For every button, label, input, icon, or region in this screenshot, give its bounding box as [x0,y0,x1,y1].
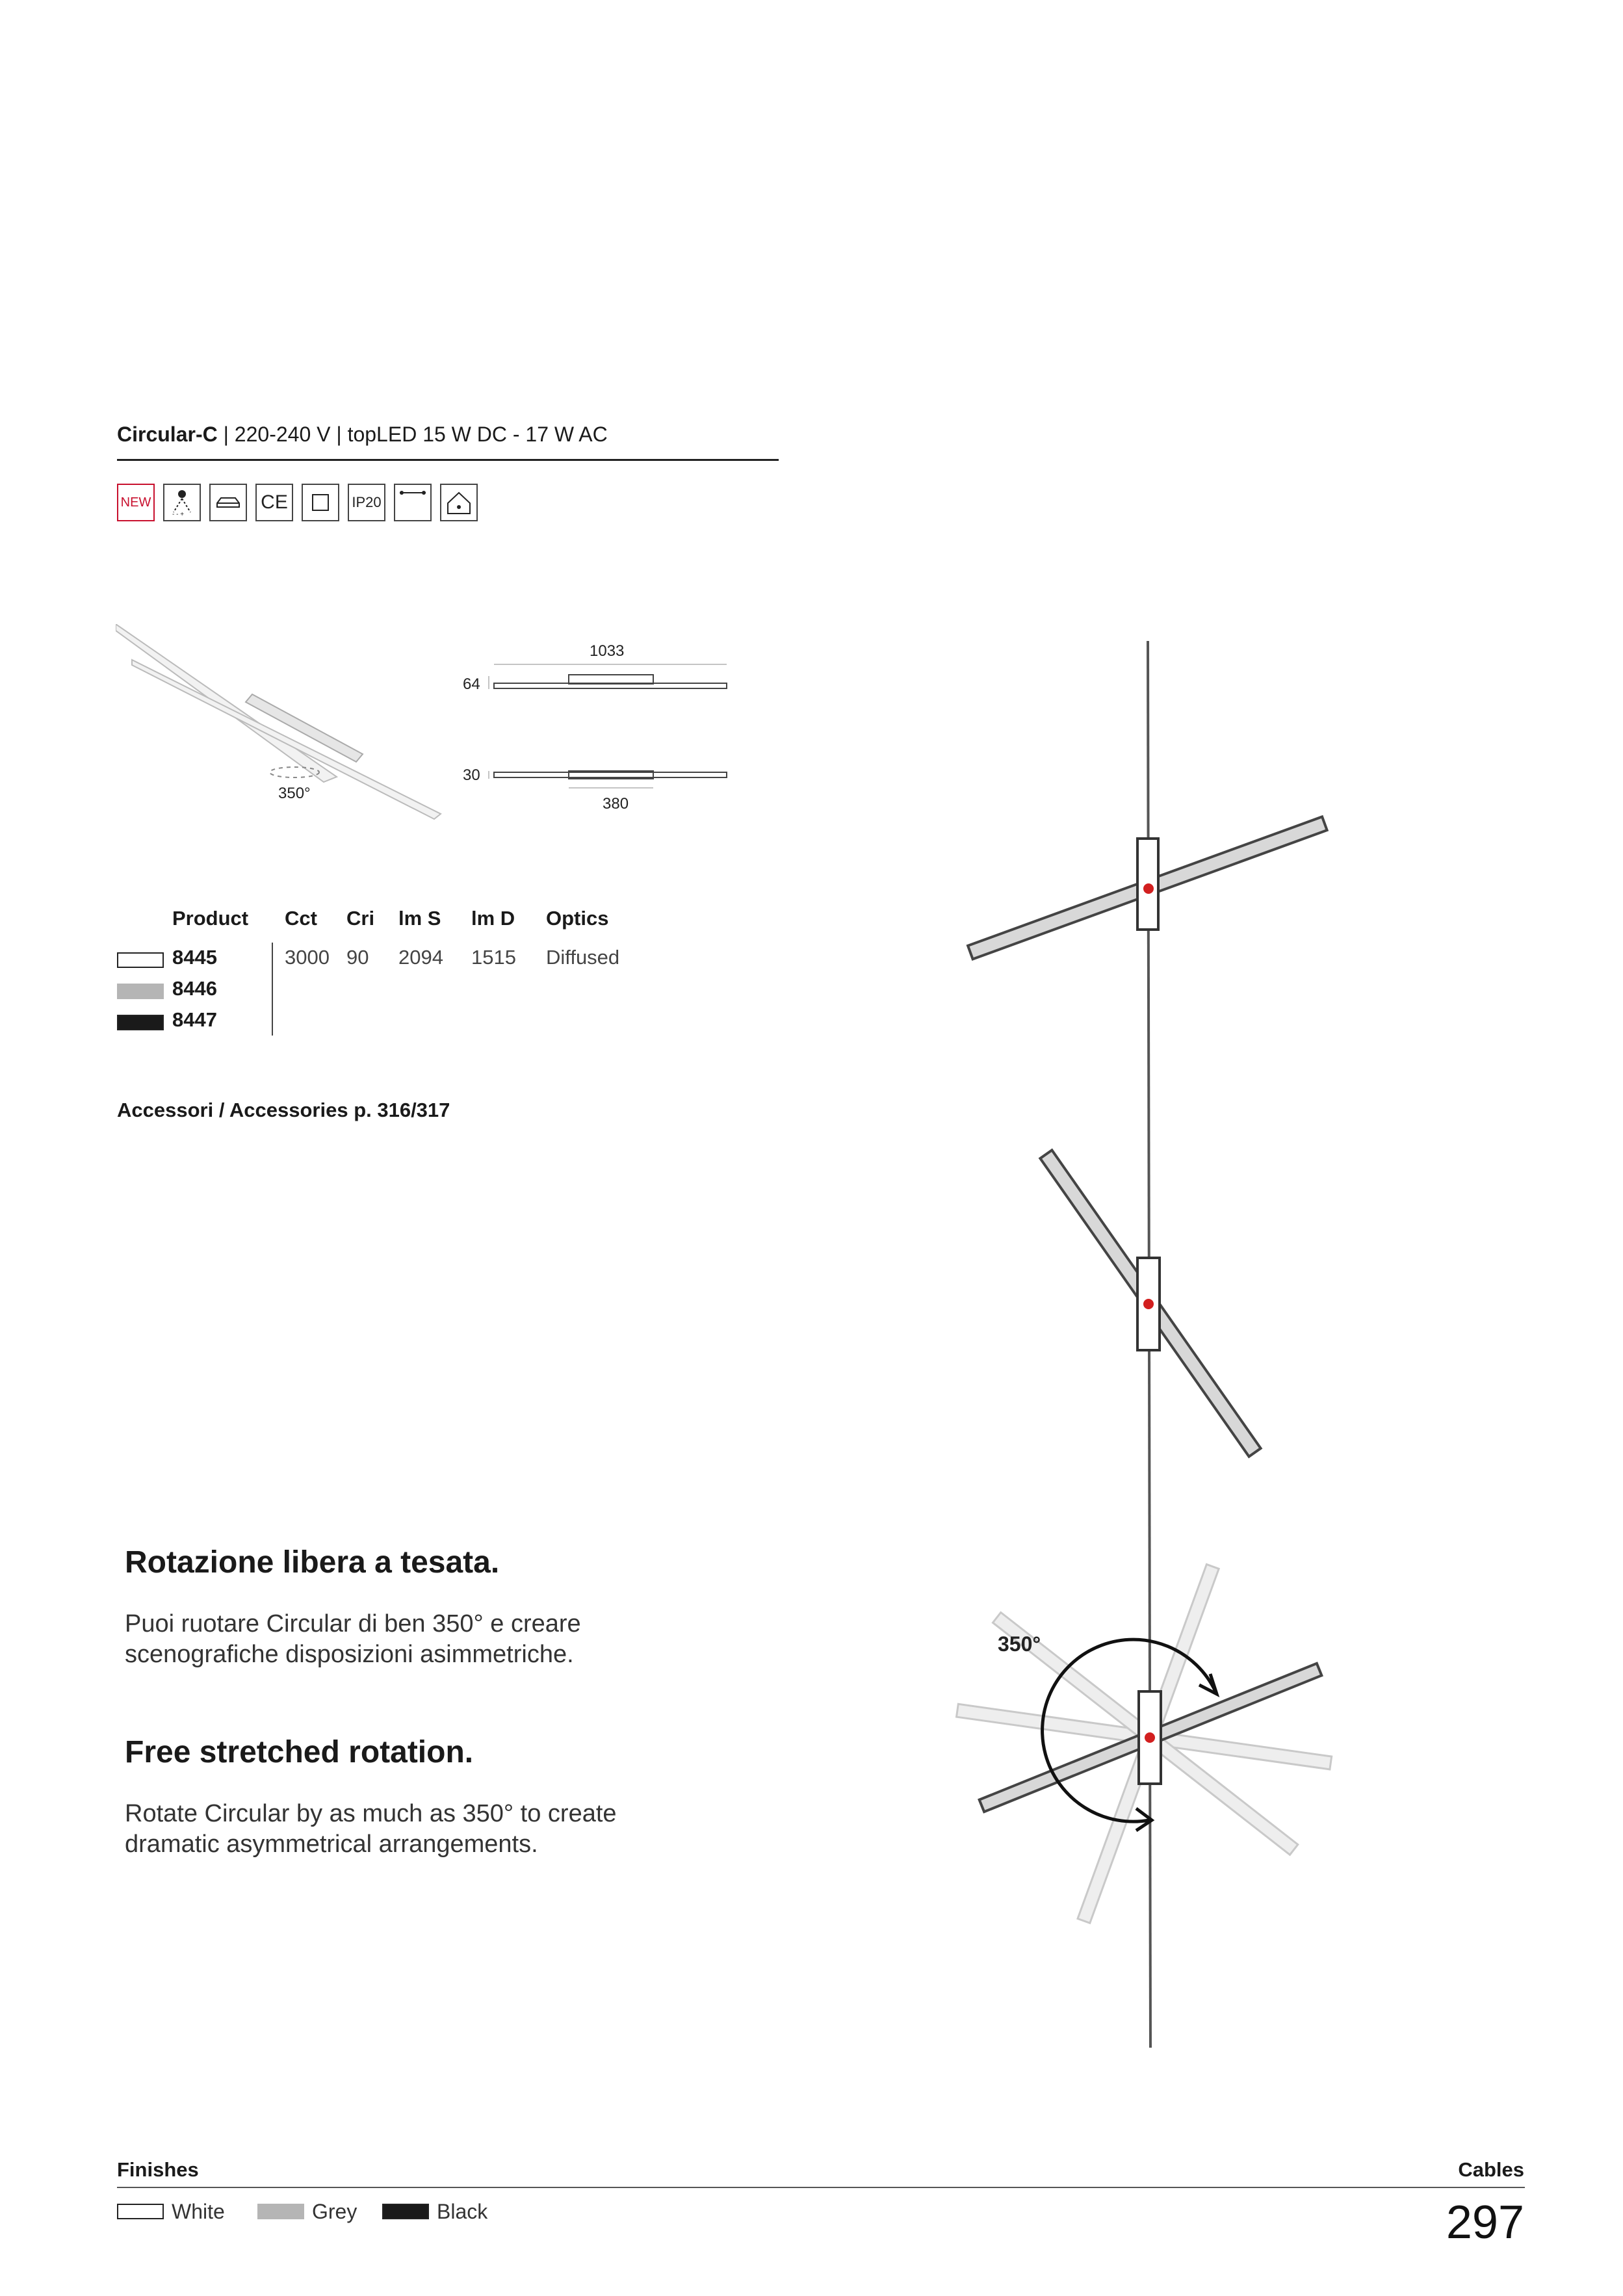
thickness-dimension: 30 [463,766,480,784]
cri-value: 90 [346,946,369,969]
rotation-angle-label: 350° [278,785,311,802]
section-label: Cables [1458,2158,1524,2181]
ip-rating: IP20 [348,484,385,521]
header-lm-s: lm S [398,907,441,930]
new-badge: NEW [117,484,155,521]
led-indicator-dot [1145,1732,1155,1743]
finish-label: White [172,2199,225,2223]
finishes-label: Finishes [117,2158,199,2181]
table-divider [272,943,273,1036]
header-product: Product [172,907,249,930]
accessories-link[interactable]: Accessori / Accessories p. 316/317 [117,1099,450,1121]
front-elevation [463,642,727,693]
grey-swatch [117,984,164,999]
indoor-use-icon [440,484,478,521]
rotation-label: 350° [998,1632,1041,1656]
class-ii-icon [302,484,339,521]
product-code: 8446 [172,977,217,1000]
black-swatch [382,2204,429,2219]
fixture-rotating [957,1564,1332,1923]
finish-black [382,2200,487,2223]
product-code: 8447 [172,1008,217,1031]
length-dimension: 1033 [590,642,625,660]
height-dimension: 64 [463,675,480,693]
heading-english: Free stretched rotation. [125,1735,474,1769]
track-mount-icon [209,484,247,521]
technical-drawings [116,624,740,839]
svg-text:- - +: - - + [172,511,185,517]
white-swatch [117,2204,164,2219]
product-title [117,423,608,447]
lm-d-value: 1515 [471,946,516,969]
product-specs: | 220-240 V | topLED 15 W DC - 17 W AC [217,423,608,446]
body-italian: Puoi ruotare Circular di ben 350° e creare scenografiche disposizioni asimmetriche. [125,1610,581,1668]
ce-mark-icon: CE [255,484,293,521]
top-view [463,766,727,813]
grey-swatch [257,2204,304,2219]
cct-value: 3000 [285,946,330,969]
title-divider [117,459,779,461]
led-indicator-dot [1143,883,1154,894]
finish-white [117,2200,225,2223]
perspective-drawing [116,624,441,819]
certification-icons [117,484,478,521]
finish-label: Grey [312,2199,357,2223]
finish-grey [257,2200,357,2223]
heading-italian: Rotazione libera a tesata. [125,1545,500,1580]
led-indicator-dot [1143,1299,1154,1309]
optics-value: Diffused [546,946,620,969]
driver-icon [163,484,201,521]
black-swatch [117,1015,164,1030]
finish-label: Black [437,2199,488,2223]
page-number: 297 [1446,2197,1524,2249]
body-length-dimension: 380 [603,795,629,813]
header-lm-d: lm D [471,907,515,930]
header-optics: Optics [546,907,609,930]
tension-cable-icon [394,484,432,521]
header-cri: Cri [346,907,375,930]
header-cct: Cct [285,907,317,930]
product-name: Circular-C [117,423,218,446]
footer-divider [117,2187,1525,2188]
product-code: 8445 [172,946,217,969]
rotation-illustration [929,631,1384,2061]
lm-s-value: 2094 [398,946,443,969]
body-english: Rotate Circular by as much as 350° to create dramatic asymmetrical arrangements. [125,1800,617,1858]
white-swatch [117,952,164,968]
